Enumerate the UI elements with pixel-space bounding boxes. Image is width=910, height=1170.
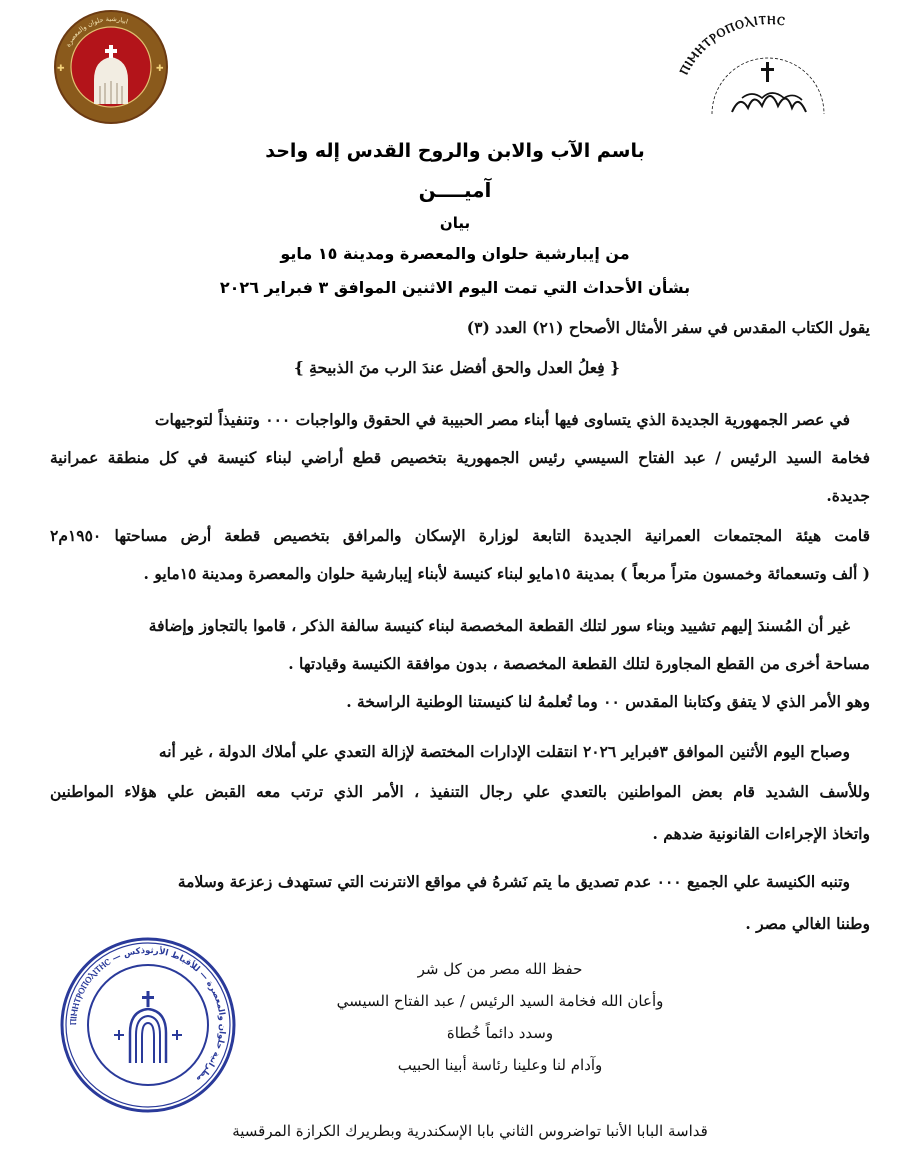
- paragraph-2-line-1: قامت هيئة المجتمعات العمرانية الجديدة التابعة لوزارة الإسكان والمرافق بتخصيص قطعة أرض مساحتها ١٩٥٠م٢: [50, 526, 870, 545]
- paragraph-5-line-1: وتنبه الكنيسة علي الجميع ٠٠٠ عدم تصديق ما يتم نَشرهُ في مواقع الانترنت التي تستهدف زعزعة وسلامة: [177, 872, 850, 891]
- paragraph-3-line-3: وهو الأمر الذي لا يتفق وكتابنا المقدس ٠٠ وما تُعلمهُ لنا كنيستنا الوطنية الراسخة .: [346, 692, 870, 711]
- paragraph-3-line-1: غير أن المُسندَ إليهم تشييد وبناء سور لتلك القطعة المخصصة لبناء كنيسة سالفة الذكر ، قاموا بالتجاوز وإضافة: [148, 616, 850, 635]
- stamp-cross-right-icon: [172, 1030, 182, 1040]
- closing-line-1: حفظ الله مصر من كل شر: [417, 960, 583, 978]
- paragraph-3-line-2: مساحة أخرى من القطع المجاورة لتلك القطعة المخصصة ، بدون موافقة الكنيسة وقيادتها .: [288, 654, 870, 673]
- svg-text:ⲠⲒⲘⲎⲦⲢⲞⲠⲞⲖⲒⲦⲎⲤ: [677, 13, 787, 77]
- paragraph-4-line-3: واتخاذ الإجراءات القانونية ضدهم .: [652, 824, 870, 843]
- official-stamp: [58, 935, 238, 1115]
- emblem-cross-icon: [766, 62, 769, 82]
- subject-heading: بشأن الأحداث التي تمت اليوم الاثنين الموافق ٣ فبراير ٢٠٢٦: [219, 278, 691, 297]
- seal-cross-left-icon: ✚: [57, 64, 65, 74]
- emblem-coptic-text: ⲠⲒⲘⲎⲦⲢⲞⲠⲞⲖⲒⲦⲎⲤ: [676, 12, 787, 78]
- paragraph-5-line-2: وطننا الغالي مصر .: [745, 914, 870, 933]
- diocese-seal-logo: [52, 8, 170, 126]
- amen-heading: آميــــن: [418, 178, 492, 202]
- paragraph-1-line-1: في عصر الجمهورية الجديدة الذي يتساوى فيها أبناء مصر الحبيبة في الحقوق والواجبات ٠٠٠ وتنفيذاً لتوجيهات: [154, 410, 850, 429]
- scripture-intro: يقول الكتاب المقدس في سفر الأمثال الأصحاح (٢١) العدد (٣): [466, 318, 870, 337]
- metropolitan-emblem-logo: [668, 10, 868, 120]
- stamp-text: ⲠⲒⲘⲎⲦⲢⲞⲠⲞⲖⲒⲦⲎⲤ — مطرانية حلوان والمعصرة — للأقباط الأرثوذكس: [68, 945, 228, 1084]
- paragraph-4-line-2: وللأسف الشديد قام بعض المواطنين بالتعدي علي رجال التنفيذ ، الأمر الذي ترتب معه القبض علي هؤلاء المواطنين: [50, 782, 870, 801]
- statement-heading: بيان: [439, 214, 471, 232]
- issuer-heading: من إيبارشية حلوان والمعصرة ومدينة ١٥ مايو: [280, 244, 630, 263]
- invocation-heading: باسم الآب والابن والروح القدس إله واحد: [265, 140, 645, 162]
- seal-text: ايبارشية حلوان والمعصرة: [64, 14, 130, 49]
- closing-line-3: وسدد دائماً خُطاهَ: [446, 1024, 554, 1042]
- paragraph-4-line-1: وصباح اليوم الأثنين الموافق ٣فبراير ٢٠٢٦ انتقلت الإدارات المختصة لإزالة التعدي علي أملاك الدولة ، غير أنه: [158, 742, 850, 761]
- stamp-cross-left-icon: [114, 1030, 124, 1040]
- closing-line-5: قداسة البابا الأنبا تواضروس الثاني بابا الإسكندرية وبطريرك الكرازة المرقسية: [232, 1122, 708, 1140]
- svg-text:ⲠⲒⲘⲎⲦⲢⲞⲠⲞⲖⲒⲦⲎⲤ — مطرانية حلوان: [69, 946, 227, 1084]
- closing-line-2: وأعان الله فخامة السيد الرئيس / عبد الفتاح السيسي: [336, 992, 664, 1010]
- paragraph-1-line-2: فخامة السيد الرئيس / عبد الفتاح السيسي رئيس الجمهورية بتخصيص قطع أراضي لبناء كنيسة في كل منطقة عمرانية: [50, 448, 870, 467]
- seal-cross-right-icon: ✚: [156, 64, 164, 74]
- paragraph-1-line-3: جديدة.: [826, 486, 870, 505]
- paragraph-2-line-2: ( ألف وتسعمائة وخمسون متراً مربعاً ) بمدينة ١٥مايو لبناء كنيسة لأبناء إيبارشية حلوان والمعصرة ومدينة ١٥مايو .: [143, 564, 870, 583]
- scripture-verse: { فِعلُ العدل والحق أفضل عندَ الرب منَ الذبيحةِ }: [293, 358, 620, 377]
- closing-line-4: وآدام لنا وعلينا رئاسة أبينا الحبيب: [397, 1056, 603, 1074]
